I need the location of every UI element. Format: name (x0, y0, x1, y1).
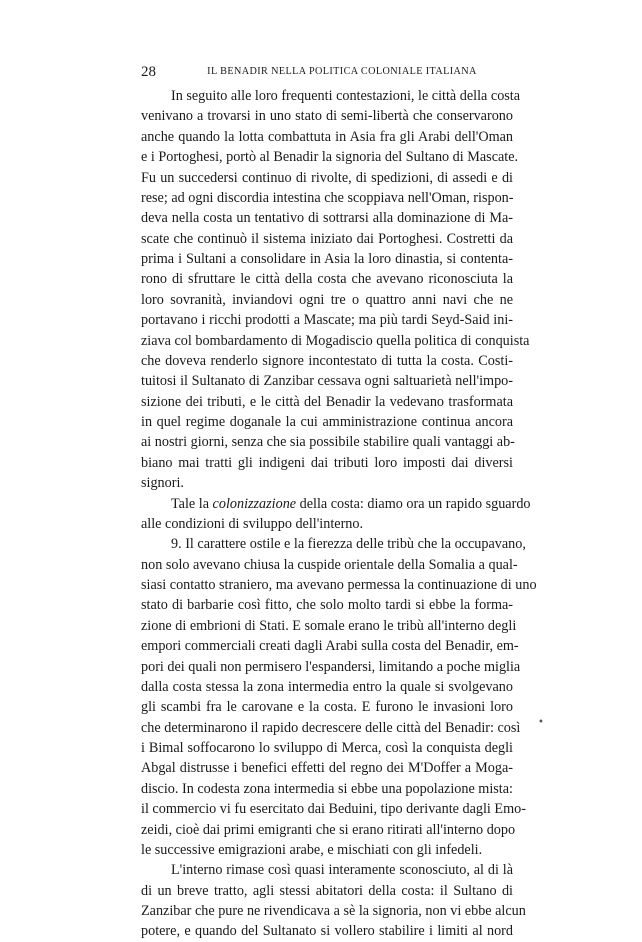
text-line: prima i Sultani a consolidare in Asia la loro dinastia, si contenta- (141, 251, 513, 267)
text-line: In seguito alle loro frequenti contestazioni, le città della costa (171, 88, 521, 104)
text-line: pori dei quali non permisero l'espandersi, limitando a poche miglia (141, 658, 521, 675)
text-line: i Bimal soffocarono lo sviluppo di Merca, così la conquista degli (141, 740, 513, 756)
text-line: empori commerciali creati dagli Arabi sulla costa del Benadir, em- (141, 638, 519, 655)
text-line: siasi contatto straniero, ma avevano permessa la continuazione di uno (141, 577, 537, 593)
text-line: scate che continuò il sistema iniziato dai Portoghesi. Costretti da (141, 230, 513, 247)
text-line (141, 494, 531, 514)
text-fragment: della costa: diamo ora un rapido sguardo (299, 495, 531, 512)
text-line: di un breve tratto, agli stessi abitatori della costa: il Sultano di (141, 882, 513, 899)
margin-mark: • (538, 717, 544, 728)
text-line: anche quando la lotta combattuta in Asia fra gli Arabi dell'Oman (141, 128, 513, 145)
text-line: rese; ad ogni discordia intestina che scoppiava nell'Oman, rispon- (141, 189, 514, 206)
text-line: venivano a trovarsi in uno stato di semi-libertà che conservarono (141, 108, 513, 125)
text-line: Abgal distrusse i benefici effetti del regno dei M'Doffer a Moga- (141, 760, 513, 777)
text-line: potere, e quando del Sultanato si vollero stabilire i limiti al nord (141, 923, 513, 940)
text-line: ai nostri giorni, senza che sia possibile stabilire quali vantaggi ab- (141, 434, 515, 451)
text-line: discio. In codesta zona intermedia si ebbe una popolazione mista: (141, 780, 513, 797)
text-line: e i Portoghesi, portò al Benadir la signoria del Sultano di Mascate. (141, 149, 519, 166)
text-line: stato di barbarie così fitto, che solo molto tardi si ebbe la forma- (141, 597, 513, 614)
text-line: signori. (141, 475, 184, 492)
text-fragment: Tale la (171, 495, 209, 512)
text-line: le successive emigrazioni arabe, e mischiati con gli infedeli. (141, 841, 483, 858)
text-line: ziava col bombardamento di Mogadiscio quella politica di conquista (141, 332, 530, 349)
text-line: Fu un succedersi continuo di rivolte, di spedizioni, di assedi e di (141, 169, 513, 186)
text-line: rono di sfruttare le città della costa che avevano riconosciuta la (141, 271, 513, 288)
text-line: zione di embrioni di Stati. E somale erano le tribù all'interno degli (141, 617, 517, 634)
text-line: il commercio vi fu esercitato dai Beduini, tipo derivante dagli Emo- (141, 801, 526, 818)
text-line: loro sovranità, inviandovi ogni tre o quattro anni navi che ne (141, 291, 513, 308)
text-line: che determinarono il rapido decrescere delle città del Benadir: così (141, 719, 521, 736)
text-line: L'interno rimase così quasi interamente sconosciuto, al di là (171, 862, 513, 879)
body-text (141, 86, 537, 942)
text-line: alle condizioni di sviluppo dell'interno. (141, 515, 364, 532)
text-line: Zanzibar che pure ne rivendicava a sè la signoria, non vi ebbe alcun (141, 903, 526, 919)
page-number: 28 (141, 64, 156, 80)
italic-term: colonizzazione (212, 495, 297, 512)
text-line: biano mai tratti gli indigeni dai tributi loro imposti dai diversi (141, 454, 513, 471)
text-line: zeidi, cioè dai primi emigranti che si erano ritirati all'interno dopo (141, 821, 516, 838)
text-line: sizione dei tributi, e le città del Benadir la vedevano trasformata (141, 393, 513, 410)
running-title: IL BENADIR NELLA POLITICA COLONIALE ITALIANA (207, 66, 477, 77)
page-header (141, 64, 513, 84)
text-line: dalla costa stessa la zona intermedia entro la quale si svolgevano (141, 678, 513, 695)
text-line: in quel regime doganale la cui amministrazione continua ancora (141, 414, 513, 430)
text-line: non solo avevano chiusa la cuspide orientale della Somalia a qual- (141, 556, 518, 573)
text-line: gli scambi fra le carovane e la costa. E furono le invasioni loro (141, 699, 513, 716)
text-line: 9. Il carattere ostile e la fierezza delle tribù che la occupavano, (171, 536, 526, 553)
text-line: portavano i ricchi prodotti a Mascate; ma più tardi Seyd-Said ini- (141, 312, 513, 329)
text-line: deva nella costa un tentativo di sottrarsi alla dominazione di Ma- (141, 210, 513, 227)
text-line: tuitosi il Sultanato di Zanzibar cessava ogni saltuarietà nell'impo- (141, 373, 513, 390)
text-line: che doveva renderlo signore incontestato di tutta la costa. Costi- (141, 352, 513, 369)
